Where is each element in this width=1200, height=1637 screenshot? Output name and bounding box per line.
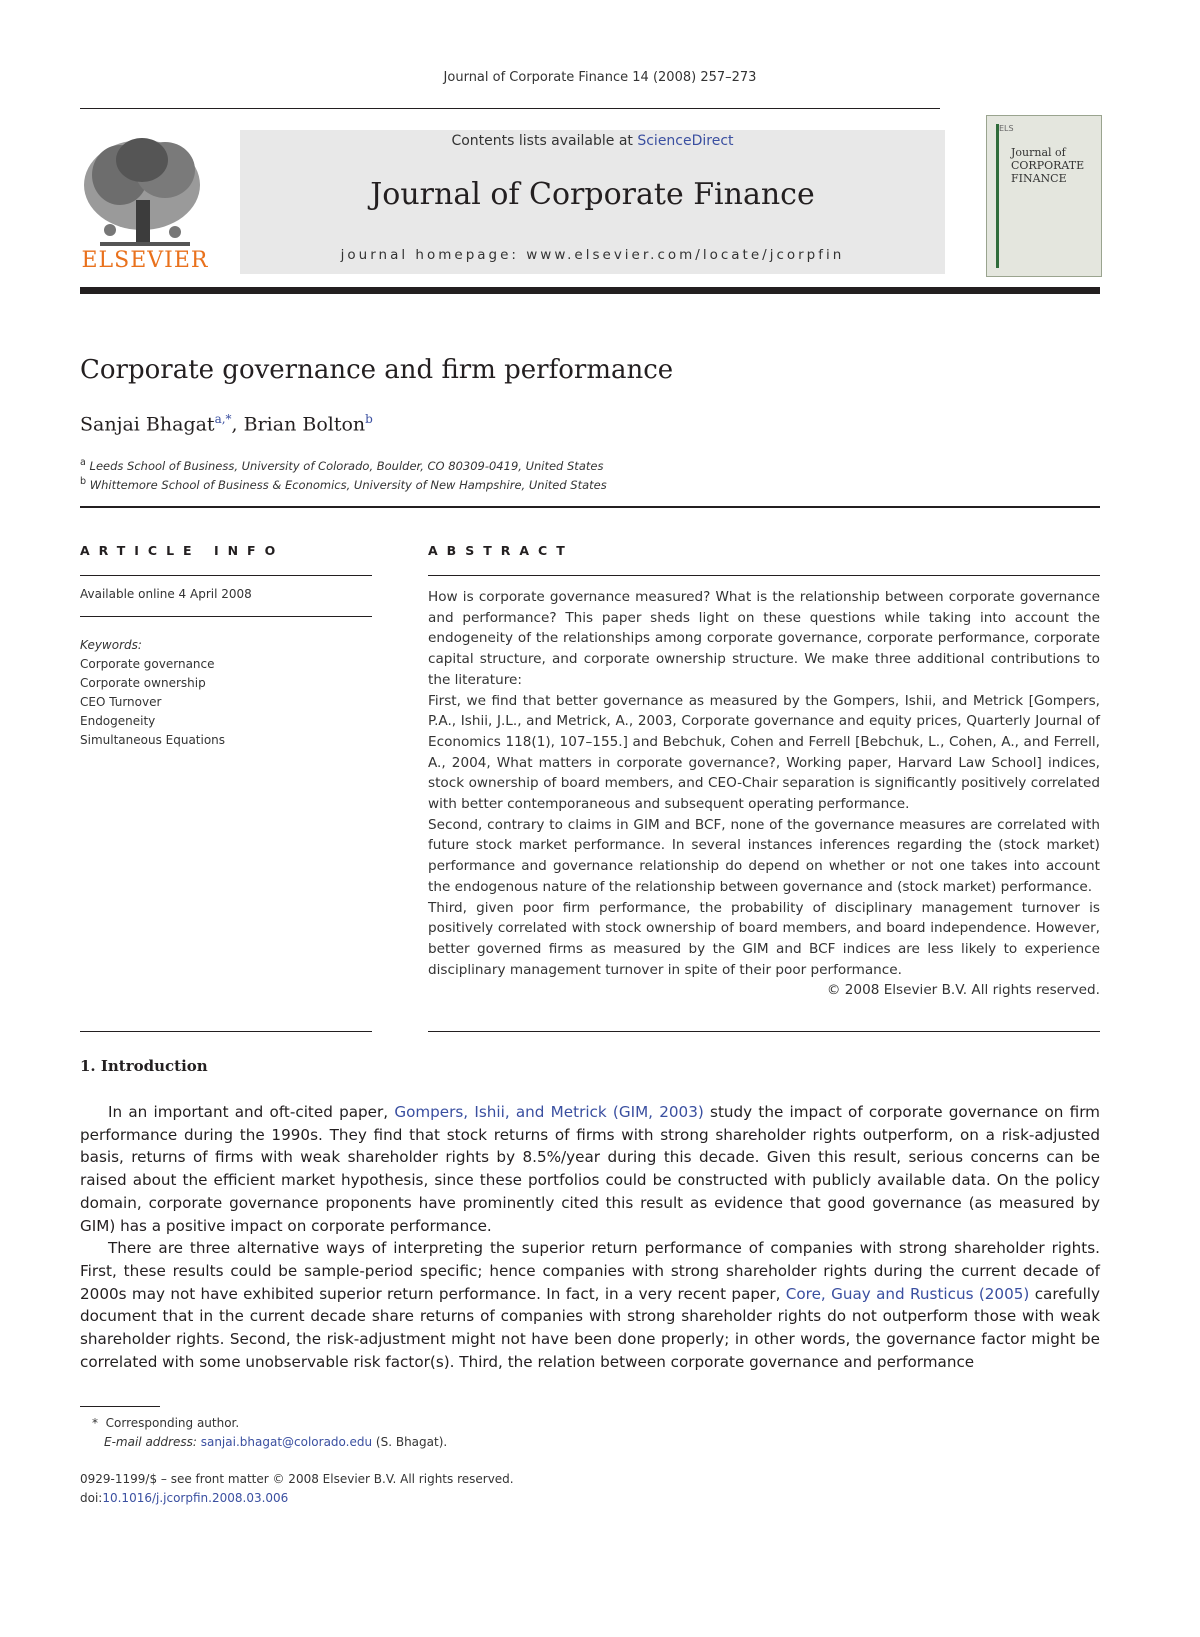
available-online: Available online 4 April 2008 [80, 587, 252, 601]
cover-title-line: CORPORATE [1011, 159, 1085, 172]
abstract-copyright: © 2008 Elsevier B.V. All rights reserved. [826, 982, 1100, 999]
text-run: There are three alternative ways of interpreting the superior return performance of companies with strong shareholder rights. First, these results could be sample-period specific; hence companies with strong shareholder rights during the current decade of 2000s may not have exhibited superior return performance. In fact, in a very recent paper, [80, 1239, 1100, 1303]
abstract-paragraph: Third, given poor firm performance, the probability of disciplinary management turnover is positively correlated with stock ownership of board members, and board independence. However, better governed firms as measured by the GIM and BCF indices are less likely to experience disciplinary management turnover in spite of their poor performance. [428, 899, 1100, 978]
affiliation [80, 457, 603, 473]
doi-label: doi: [80, 1491, 103, 1505]
cover-title-line: Journal of [1011, 146, 1066, 159]
doi-link[interactable]: 10.1016/j.jcorpfin.2008.03.006 [102, 1491, 289, 1505]
journal-name: Journal of Corporate Finance [370, 177, 815, 212]
elsevier-logo [80, 130, 210, 280]
contents-line [240, 133, 945, 149]
body-paragraph [80, 1237, 1100, 1373]
cover-title [1011, 146, 1084, 185]
footnote-rule [80, 1406, 160, 1407]
email-suffix: (S. Bhagat). [372, 1435, 448, 1449]
corresponding-text: Corresponding author. [105, 1416, 240, 1430]
text-run: study the impact of corporate governance on firm performance during the 1990s. They find that stock returns of firms with strong shareholder rights outperform, on a risk-adjusted basis, returns of firms with weak shareholder rights by 8.5%/year during this decade. Given this result, serious concerns can be raised about the efficient market hypothesis, since these portfolios could be constructed with publicly available data. On the policy domain, corporate governance proponents have prominently cited this result as evidence that good governance (as measured by GIM) has a positive impact on corporate performance. [80, 1103, 1100, 1235]
cover-spine [996, 124, 1095, 268]
header-rule [80, 108, 940, 109]
cover-title-line: FINANCE [1011, 172, 1067, 185]
journal-cover [986, 115, 1102, 277]
abstract-heading: ABSTRACT [428, 543, 574, 558]
email-label: E-mail address: [104, 1435, 197, 1449]
journal-homepage[interactable]: journal homepage: www.elsevier.com/locate/jcorpfin [340, 247, 845, 263]
corresponding-footnote [92, 1416, 239, 1430]
keyword: Corporate ownership [80, 676, 206, 690]
affiliation-mark: b [80, 476, 87, 487]
email-footnote [104, 1435, 447, 1449]
abstract-rule [428, 1031, 1100, 1032]
asterisk-mark: * [92, 1416, 98, 1430]
body-paragraph [80, 1101, 1100, 1237]
article-info-rule [80, 616, 372, 617]
affiliation-text: Whittemore School of Business & Economics, University of New Hampshire, United States [89, 477, 607, 492]
sciencedirect-link[interactable]: ScienceDirect [637, 133, 734, 149]
keyword-list [80, 636, 225, 750]
keyword: Endogeneity [80, 714, 156, 728]
abstract-body [428, 587, 1100, 1001]
abstract-rule [428, 575, 1100, 576]
text-run: carefully document that in the current decade share returns of companies with strong shareholder rights do not outperform those with weak shareholder rights. Second, the risk-adjustment might not have been done properly; in other words, the governance factor might be correlated with some unobservable risk factor(s). Third, the relation between corporate governance and performance [80, 1284, 1101, 1371]
title-block-rule [80, 506, 1100, 508]
section-body [80, 1101, 1100, 1373]
author-marks[interactable]: b [365, 412, 373, 426]
abstract-paragraph: How is corporate governance measured? What is the relationship between corporate governance and performance? This paper sheds light on these questions while taking into account the endogeneity of the relationships among corporate governance, corporate performance, corporate capital structure, and corporate ownership structure. We make three additional contributions to the literature: [428, 589, 1100, 688]
cover-publisher-mark: ELS [999, 124, 1014, 133]
author-name: Brian Bolton [243, 413, 366, 436]
keyword: Simultaneous Equations [80, 733, 226, 747]
keyword: Corporate governance [80, 657, 215, 671]
citation-link[interactable]: Gompers, Ishii, and Metrick (GIM, 2003) [394, 1103, 704, 1121]
affiliation-text: Leeds School of Business, University of Colorado, Boulder, CO 80309-0419, United States [89, 458, 604, 473]
doi-line [80, 1491, 288, 1505]
article-title: Corporate governance and firm performance [80, 355, 674, 385]
affiliation-mark: a [80, 457, 86, 468]
affiliation [80, 476, 607, 492]
contents-prefix: Contents lists available at [451, 133, 638, 149]
author-marks[interactable]: a,* [214, 412, 232, 426]
keyword: CEO Turnover [80, 695, 162, 709]
keywords-label: Keywords: [80, 638, 142, 652]
article-info-rule [80, 1031, 372, 1032]
masthead-thick-rule [80, 287, 1100, 294]
article-info-rule [80, 575, 372, 576]
elsevier-wordmark: ELSEVIER [81, 248, 209, 273]
article-info-heading: ARTICLE INFO [80, 543, 285, 558]
author-name: Sanjai Bhagat [80, 413, 215, 436]
author-list [80, 412, 373, 435]
section-heading: 1. Introduction [80, 1057, 208, 1075]
text-run: In an important and oft-cited paper, [108, 1103, 395, 1121]
email-link[interactable]: sanjai.bhagat@colorado.edu [200, 1435, 373, 1449]
abstract-paragraph: Second, contrary to claims in GIM and BCF, none of the governance measures are correlated with future stock market performance. In several instances inferences regarding the (stock market) performance and governance relationship do depend on whether or not one takes into account the endogenous nature of the relationship between governance and (stock market) performance. [428, 816, 1100, 895]
citation-link[interactable]: Core, Guay and Rusticus (2005) [785, 1284, 1030, 1303]
abstract-paragraph: First, we find that better governance as measured by the Gompers, Ishii, and Metrick [Gompers, P.A., Ishii, J.L., and Metrick, A., 2003, Corporate governance and equity prices, Quarterly Journal of Economics 118(1), 107–155.] and Bebchuk, Cohen and Ferrell [Bebchuk, L., Cohen, A., and Ferrell, A., 2004, What matters in corporate governance?, Working paper, Harvard Law School] indices, stock ownership of board members, and CEO-Chair separation is significantly positively correlated with better contemporaneous and subsequent operating performance. [428, 692, 1100, 813]
author-separator: , [231, 413, 244, 436]
issn-line: 0929-1199/$ – see front matter © 2008 Elsevier B.V. All rights reserved. [80, 1472, 514, 1486]
running-head: Journal of Corporate Finance 14 (2008) 257–273 [443, 70, 757, 85]
